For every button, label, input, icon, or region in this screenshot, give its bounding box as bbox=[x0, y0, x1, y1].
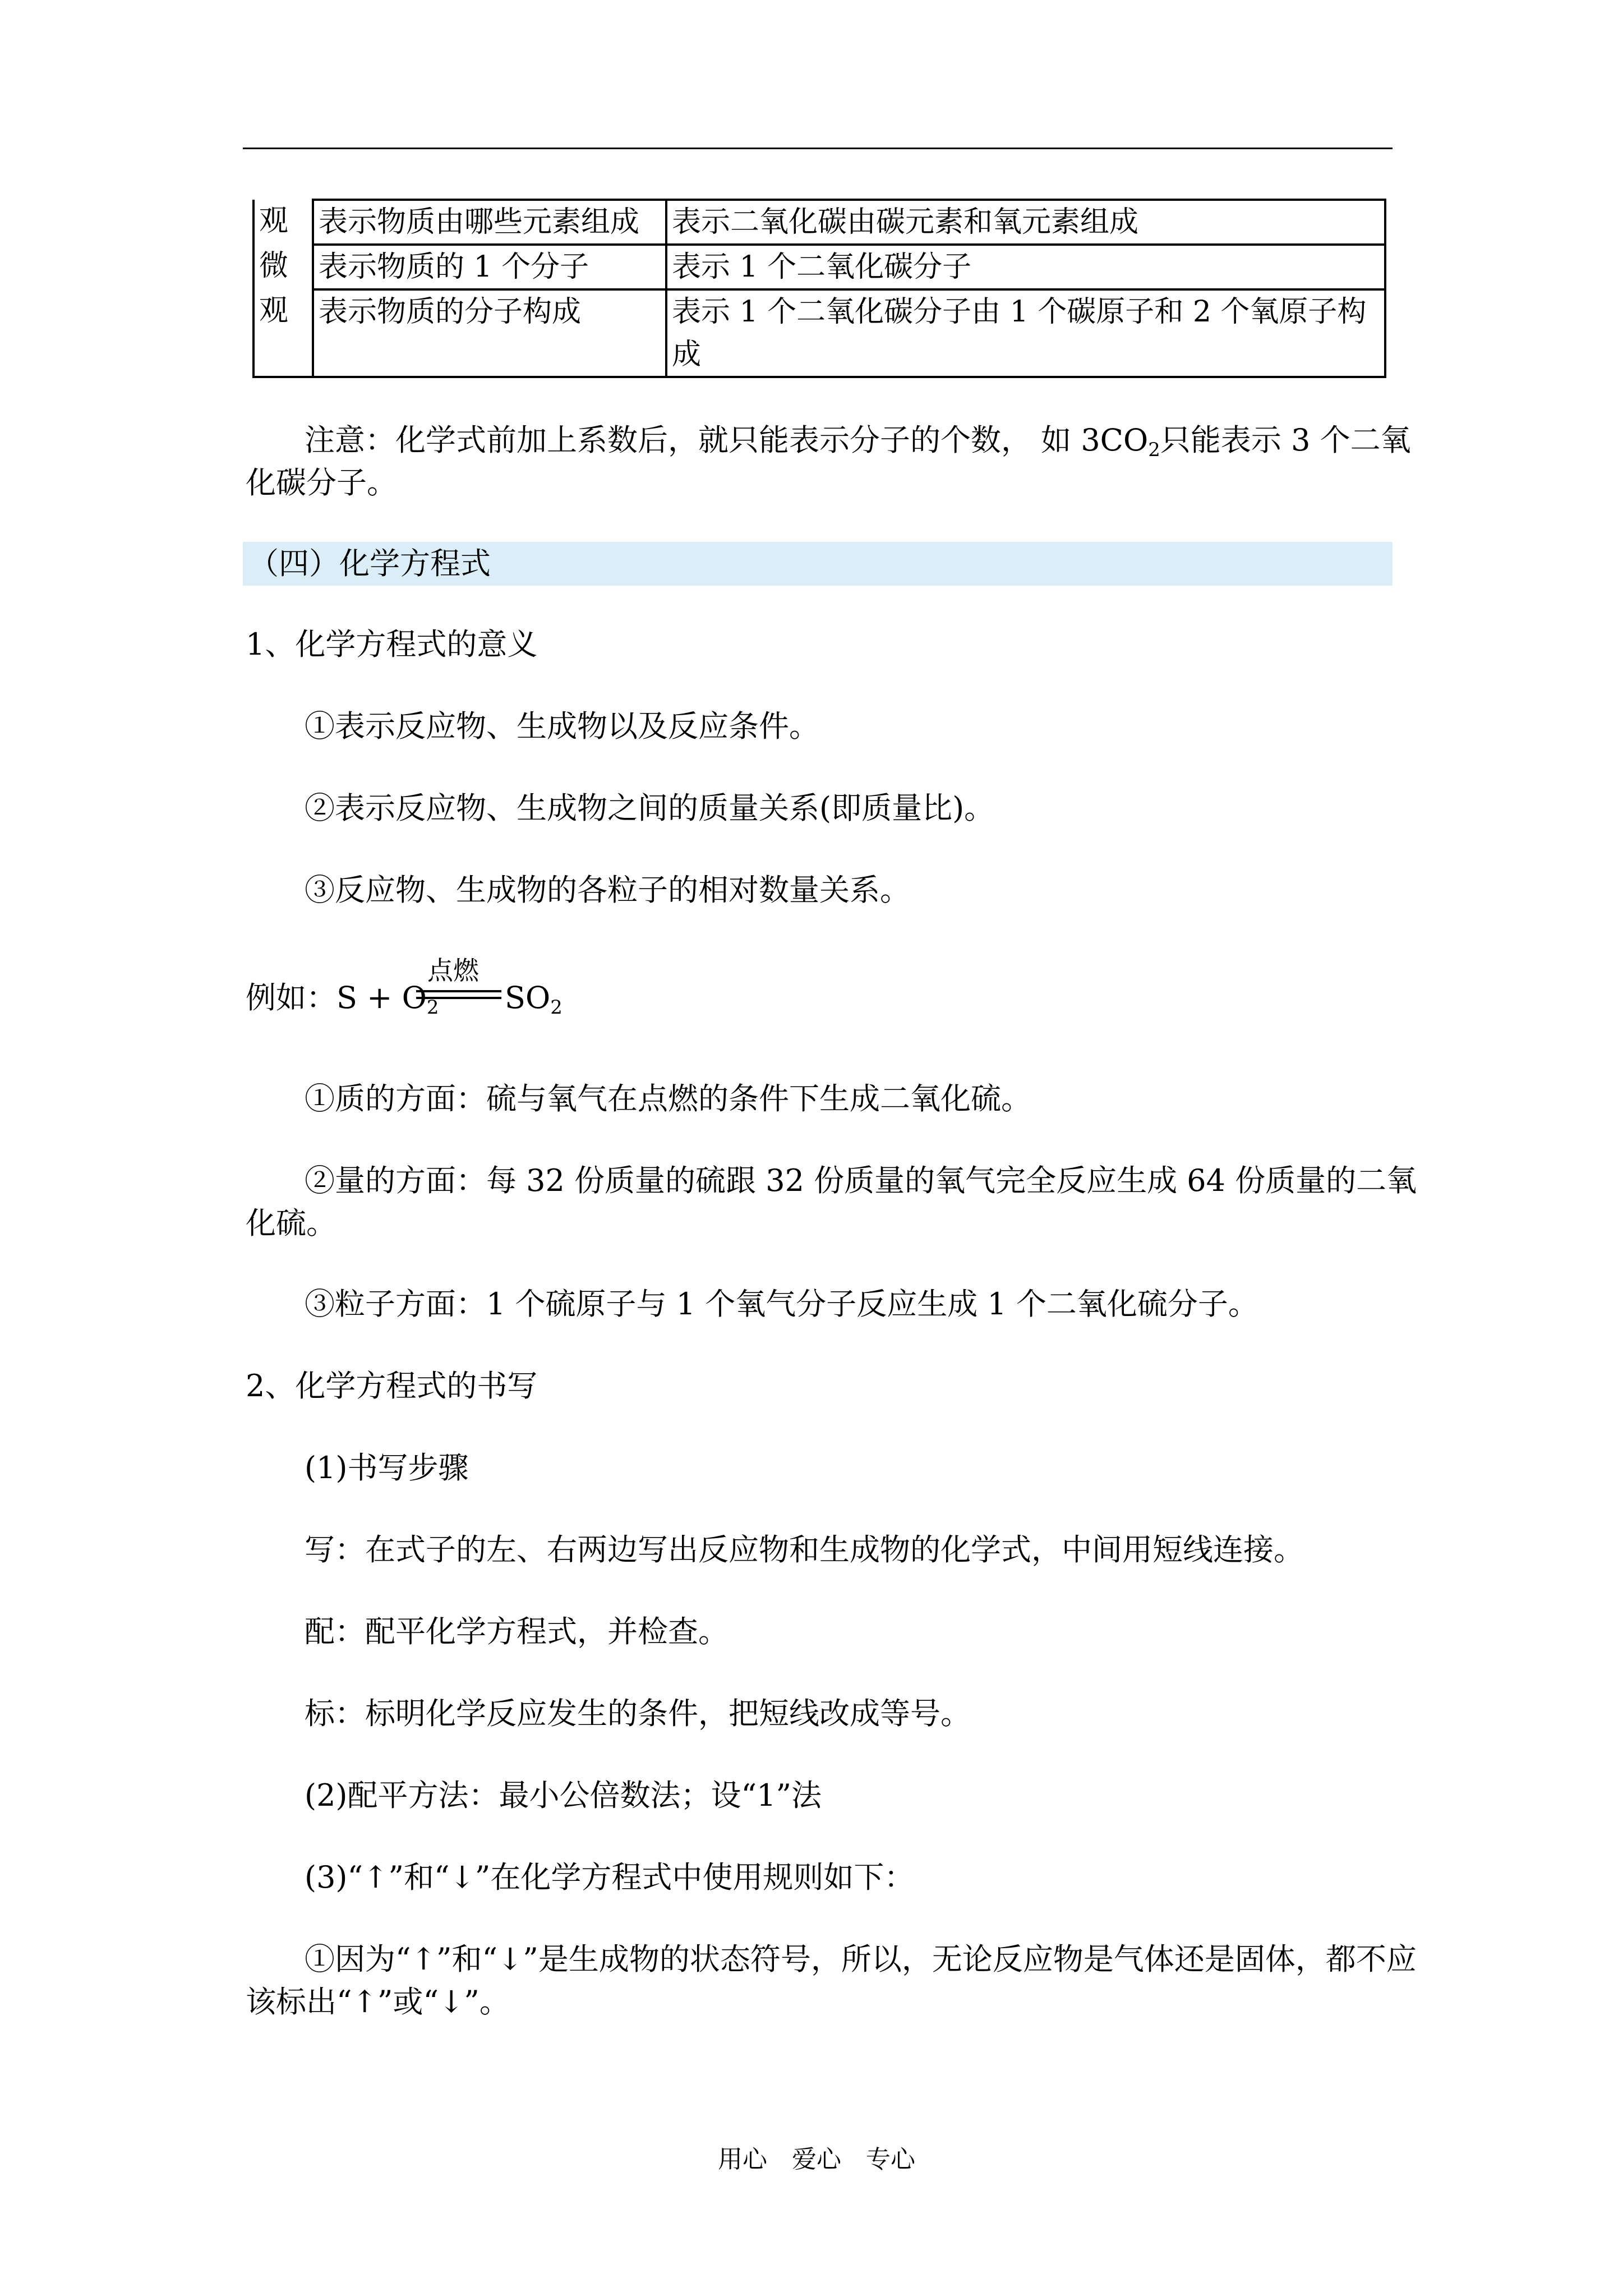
table-cell: 表示 1 个二氧化碳分子由 1 个碳原子和 2 个氧原子构成 bbox=[666, 289, 1385, 377]
aspect-quality: ①质的方面：硫与氧气在点燃的条件下生成二氧化硫。 bbox=[305, 1081, 1031, 1116]
equals-sign bbox=[416, 990, 501, 999]
note-line-2: 化碳分子。 bbox=[246, 465, 397, 500]
table-cell: 观 bbox=[253, 289, 313, 377]
arrow-rule-1-line-1: ①因为“↑”和“↓”是生成物的状态符号，所以，无论反应物是气体还是固体，都不应 bbox=[305, 1941, 1417, 1977]
meaning-item-3: ③反应物、生成物的各粒子的相对数量关系。 bbox=[305, 872, 910, 908]
example-equation-right: $SO_2$ bbox=[505, 980, 562, 1019]
note-line-1: 注意：化学式前加上系数后，就只能表示分子的个数， 如 $3CO_2$只能表示 3 个二氧 bbox=[305, 422, 1411, 461]
aspect-particle: ③粒子方面：1 个硫原子与 1 个氧气分子反应生成 1 个二氧化硫分子。 bbox=[305, 1286, 1258, 1322]
arrow-rules-title: (3)“↑”和“↓”在化学方程式中使用规则如下： bbox=[305, 1860, 915, 1895]
steps-title: (1)书写步骤 bbox=[305, 1450, 469, 1485]
example-equation-left: 例如：$S + O_2$ bbox=[246, 980, 439, 1019]
page-footer: 用心 爱心 专心 bbox=[718, 2145, 915, 2174]
table-cell: 观 bbox=[253, 200, 313, 245]
balance-method: (2)配平方法：最小公倍数法；设“1”法 bbox=[305, 1778, 822, 1813]
table-cell: 表示二氧化碳由碳元素和氧元素组成 bbox=[666, 200, 1385, 245]
reaction-condition: 点燃 bbox=[427, 955, 479, 986]
step-mark: 标：标明化学反应发生的条件，把短线改成等号。 bbox=[305, 1696, 971, 1731]
meaning-item-1: ①表示反应物、生成物以及反应条件。 bbox=[305, 708, 819, 744]
step-balance: 配：配平化学方程式，并检查。 bbox=[305, 1614, 728, 1649]
meaning-table bbox=[252, 199, 1386, 378]
table-cell: 表示物质的分子构成 bbox=[313, 289, 666, 377]
aspect-quantity-line-2: 化硫。 bbox=[246, 1205, 336, 1241]
section-2-title: 2、化学方程式的书写 bbox=[246, 1368, 538, 1404]
aspect-quantity-line-1: ②量的方面：每 32 份质量的硫跟 32 份质量的氧气完全反应生成 64 份质量的二氧 bbox=[305, 1163, 1417, 1198]
header-rule bbox=[243, 148, 1393, 149]
arrow-rule-1-line-2: 该标出“↑”或“↓”。 bbox=[246, 1984, 510, 2019]
section-heading bbox=[243, 542, 1393, 586]
table-cell: 表示物质的 1 个分子 bbox=[313, 245, 666, 289]
section-1-title: 1、化学方程式的意义 bbox=[246, 627, 538, 662]
table-row bbox=[253, 200, 1385, 245]
step-write: 写：在式子的左、右两边写出反应物和生成物的化学式，中间用短线连接。 bbox=[305, 1532, 1304, 1567]
table-row bbox=[253, 245, 1385, 289]
table-cell: 微 bbox=[253, 245, 313, 289]
table-cell: 表示 1 个二氧化碳分子 bbox=[666, 245, 1385, 289]
section-heading-text: （四）化学方程式 bbox=[248, 546, 491, 581]
table-cell: 表示物质由哪些元素组成 bbox=[313, 200, 666, 245]
table-row bbox=[253, 289, 1385, 377]
meaning-item-2: ②表示反应物、生成物之间的质量关系(即质量比)。 bbox=[305, 790, 995, 826]
